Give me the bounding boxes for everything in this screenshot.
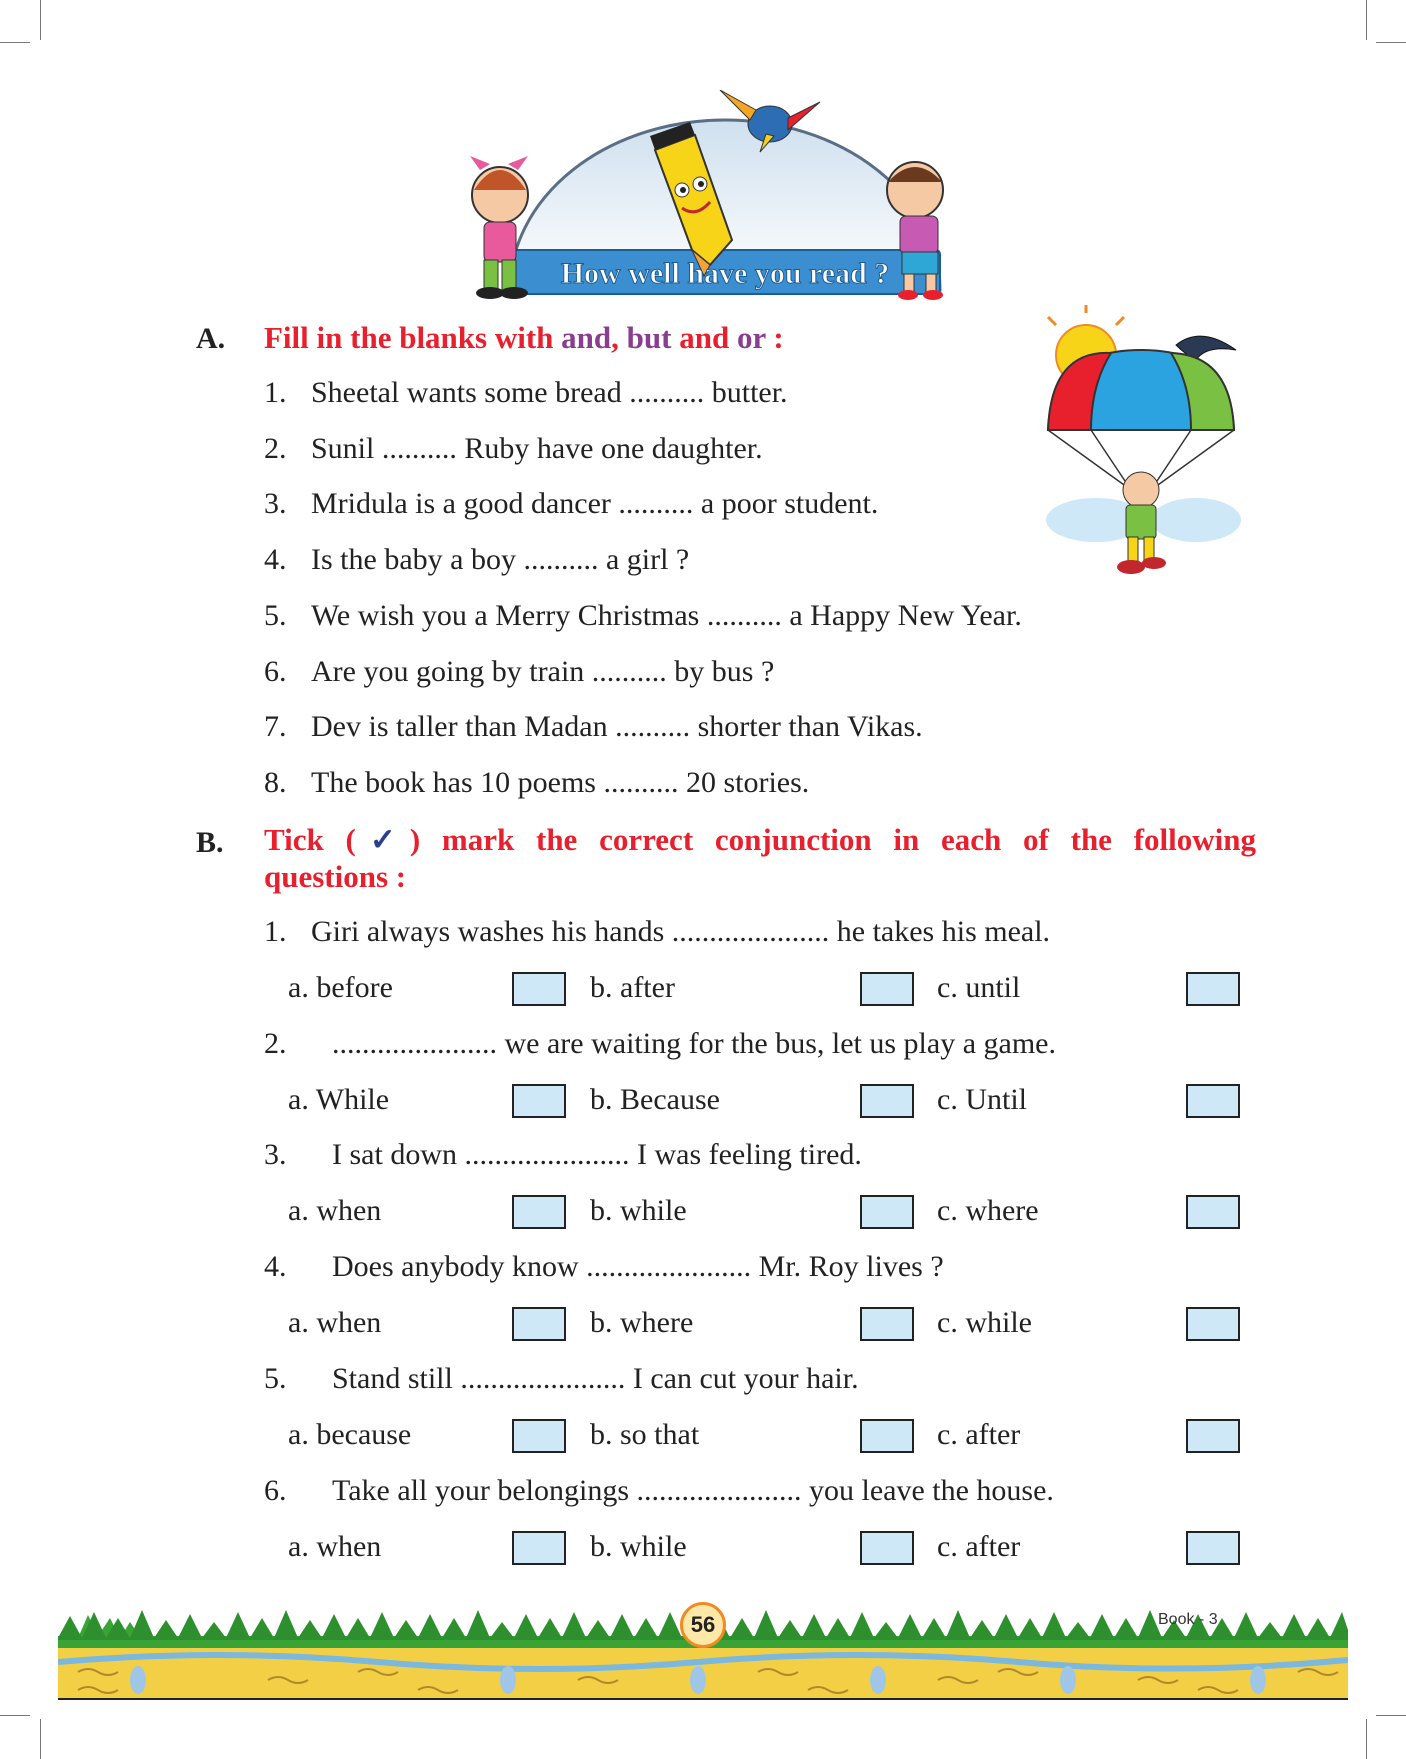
answer-checkbox[interactable] [1186, 1195, 1240, 1229]
title-text: Fill in the blanks with [264, 320, 562, 355]
question-number: 6. [264, 1473, 287, 1507]
option-label: c. until [937, 971, 1021, 1004]
item-number: 5. [264, 598, 287, 632]
answer-checkbox[interactable] [512, 1084, 566, 1118]
option-label: a. when [288, 1194, 382, 1228]
item-number: 7. [264, 710, 287, 744]
question-text: Giri always washes his hands ..................... he takes his meal. [311, 915, 1051, 948]
item-number: 3. [264, 487, 287, 521]
item-text: Dev is taller than Madan .......... shorter than Vikas. [311, 710, 923, 744]
crop-mark [1366, 0, 1367, 40]
answer-checkbox[interactable] [860, 972, 914, 1006]
answer-checkbox[interactable] [512, 1195, 566, 1229]
crop-mark [40, 1719, 41, 1759]
section-b-letter: B. [196, 826, 224, 859]
fill-blank-item [264, 655, 774, 689]
item-text: Mridula is a good dancer .......... a poor student. [311, 487, 879, 521]
option-label: a. before [288, 971, 393, 1004]
item-text: Sunil .......... Ruby have one daughter. [311, 431, 763, 465]
page-number: 56 [680, 1602, 726, 1648]
crop-mark [40, 0, 41, 40]
header-illustration [470, 90, 980, 310]
option-label: a. when [288, 1306, 382, 1340]
section-b-title-line2: questions : [264, 859, 407, 894]
option-label: a. because [288, 1417, 412, 1451]
title-text: Tick ( [264, 822, 356, 857]
option-label: a. when [288, 1529, 382, 1563]
item-number: 6. [264, 654, 287, 688]
option-label: c. after [937, 1529, 1021, 1563]
fill-blank-item [264, 376, 788, 410]
answer-checkbox[interactable] [1186, 1307, 1240, 1341]
question-item [264, 1250, 944, 1284]
item-text: Are you going by train .......... by bus ? [311, 654, 775, 688]
fill-blank-item [264, 487, 878, 521]
item-text: Sheetal wants some bread .......... butter. [311, 376, 788, 409]
header-title: How well have you read ? [560, 257, 890, 290]
option-label: c. while [937, 1306, 1032, 1340]
answer-checkbox[interactable] [860, 1084, 914, 1118]
question-text: Does anybody know ...................... Mr. Roy lives ? [332, 1250, 944, 1284]
book-label: Book - 3 [1158, 1611, 1218, 1628]
option-label: b. so that [590, 1417, 700, 1451]
crop-mark [1376, 42, 1406, 43]
option-label: b. after [590, 971, 675, 1004]
answer-checkbox[interactable] [1186, 1419, 1240, 1453]
crop-mark [0, 42, 30, 43]
question-number: 3. [264, 1138, 287, 1172]
question-item [264, 1362, 859, 1396]
option-label: c. where [937, 1194, 1039, 1228]
question-item [264, 1474, 1054, 1508]
option-label: b. while [590, 1529, 687, 1563]
item-text: We wish you a Merry Christmas .......... a Happy New Year. [311, 598, 1022, 632]
option-label: b. while [590, 1194, 687, 1228]
title-text: , [611, 320, 627, 355]
answer-checkbox[interactable] [1186, 1531, 1240, 1565]
title-text: and [671, 320, 737, 355]
keyword-but: but [626, 320, 672, 355]
option-label: c. after [937, 1417, 1021, 1451]
answer-checkbox[interactable] [860, 1307, 914, 1341]
answer-checkbox[interactable] [860, 1419, 914, 1453]
fill-blank-item [264, 710, 923, 744]
answer-checkbox[interactable] [512, 1419, 566, 1453]
parachute-illustration [1036, 305, 1246, 595]
option-label: c. Until [937, 1082, 1027, 1116]
option-label: b. where [590, 1306, 694, 1340]
fill-blank-item [264, 766, 809, 800]
question-text: Take all your belongings ...................... you leave the house. [332, 1473, 1054, 1507]
crop-mark [1376, 1715, 1406, 1716]
section-b-title [264, 822, 1256, 858]
question-text: ...................... we are waiting for the bus, let us play a game. [332, 1026, 1056, 1060]
keyword-and: and [561, 320, 612, 355]
answer-checkbox[interactable] [1186, 972, 1240, 1006]
item-text: The book has 10 poems .......... 20 stories. [311, 765, 810, 799]
answer-checkbox[interactable] [512, 1531, 566, 1565]
tick-mark-icon: ✓ [355, 822, 410, 857]
answer-checkbox[interactable] [512, 972, 566, 1006]
question-number: 2. [264, 1026, 287, 1060]
item-number: 8. [264, 765, 287, 799]
item-text: Is the baby a boy .......... a girl ? [311, 543, 690, 577]
item-number: 4. [264, 543, 287, 577]
question-text: Stand still ...................... I can cut your hair. [332, 1361, 859, 1395]
question-item [264, 1138, 862, 1172]
item-number: 1. [264, 376, 287, 409]
question-text: I sat down ...................... I was feeling tired. [332, 1138, 862, 1172]
question-item [264, 915, 1050, 949]
crop-mark [1366, 1719, 1367, 1759]
option-label: b. Because [590, 1082, 720, 1116]
parachute-icon [1048, 350, 1234, 490]
question-number: 4. [264, 1250, 287, 1284]
title-text: : [765, 320, 784, 355]
item-number: 2. [264, 431, 287, 465]
fill-blank-item [264, 432, 763, 466]
answer-checkbox[interactable] [860, 1531, 914, 1565]
answer-checkbox[interactable] [1186, 1084, 1240, 1118]
question-number: 5. [264, 1361, 287, 1395]
section-a-letter: A. [196, 322, 226, 355]
title-text: ) mark the correct conjunction in each of the following [409, 822, 1256, 857]
crop-mark [0, 1715, 30, 1716]
answer-checkbox[interactable] [860, 1195, 914, 1229]
question-item [264, 1027, 1056, 1061]
fill-blank-item [264, 543, 689, 577]
option-label: a. While [288, 1082, 390, 1116]
section-a-title [264, 320, 784, 356]
answer-checkbox[interactable] [512, 1307, 566, 1341]
question-number: 1. [264, 915, 287, 948]
keyword-or: or [736, 320, 766, 355]
fill-blank-item [264, 599, 1022, 633]
